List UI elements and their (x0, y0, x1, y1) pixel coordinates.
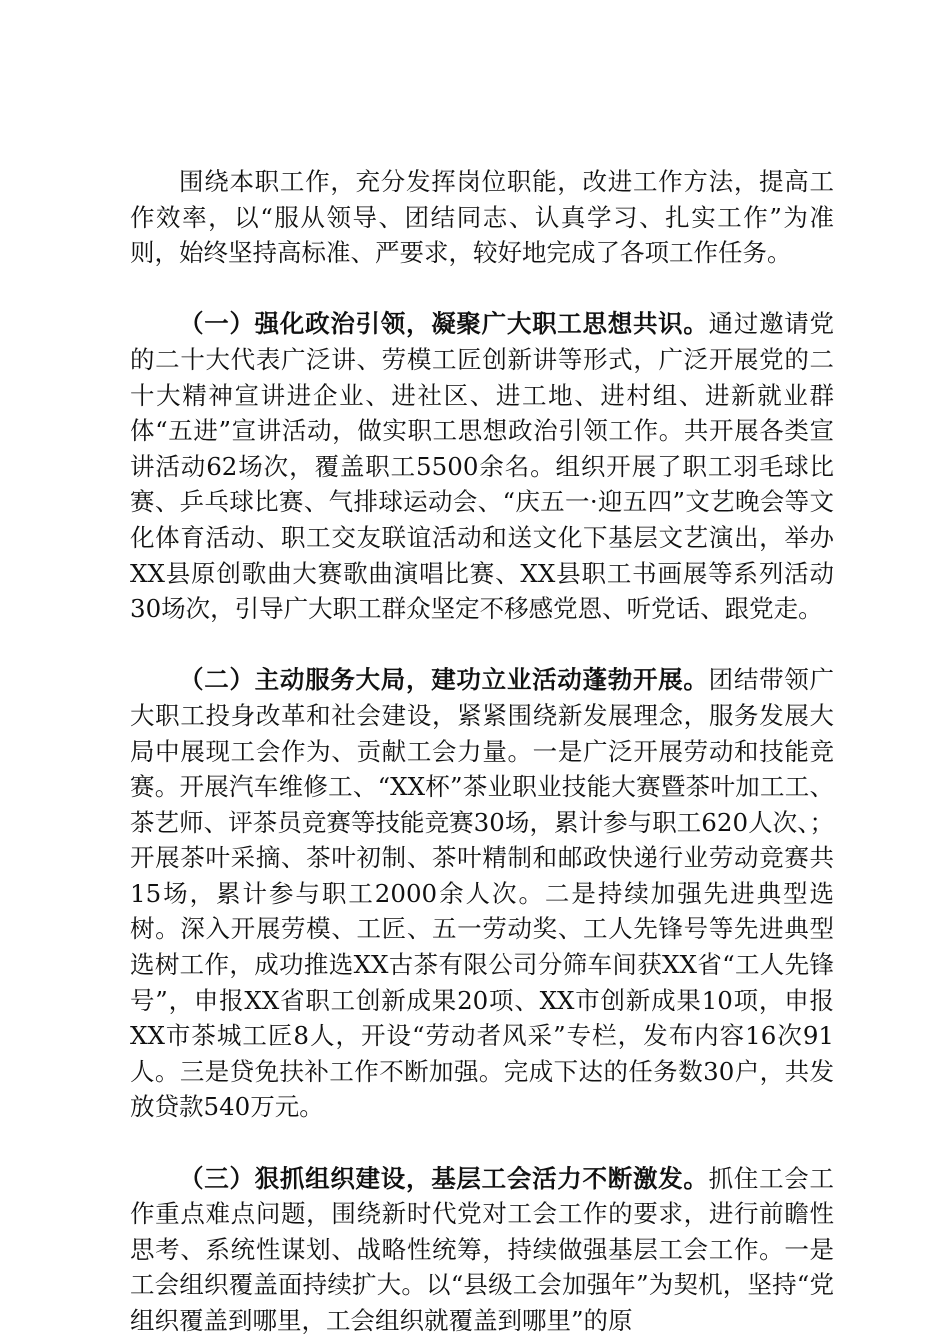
paragraph-gap (130, 627, 834, 663)
section-2-body: 团结带领广大职工投身改革和社会建设，紧紧围绕新发展理念，服务发展大局中展现工会作为、贡献工会力量。一是广泛开展劳动和技能竞赛。开展汽车维修工、“XX杯”茶业职业技能大赛暨茶叶加工工、茶艺师、评茶员竞赛等技能竞赛30场，累计参与职工620人次、；开展茶叶采摘、茶叶初制、茶叶精制和邮政快递行业劳动竞赛共15场，累计参与职工2000余人次。二是持续加强先进典型选树。深入开展劳模、工匠、五一劳动奖、工人先锋号等先进典型选树工作，成功推选XX古茶有限公司分筛车间获XX省“工人先锋号”，申报XX省职工创新成果20项、XX市创新成果10项，申报XX市茶城工匠8人，开设“劳动者风采”专栏，发布内容16次91人。三是贷免扶补工作不断加强。完成下达的任务数30户，共发放贷款540万元。 (130, 665, 835, 1122)
section-1-body: 通过邀请党的二十大代表广泛讲、劳模工匠创新讲等形式，广泛开展党的二十大精神宣讲进企业、进社区、进工地、进村组、进新就业群体“五进”宣讲活动，做实职工思想政治引领工作。共开展各类宣讲活动62场次，覆盖职工5500余名。组织开展了职工羽毛球比赛、乒乓球比赛、气排球运动会、“庆五一·迎五四”文艺晚会等文化体育活动、职工交友联谊活动和送文化下基层文艺演出，举办XX县原创歌曲大赛歌曲演唱比赛、XX县职工书画展等系列活动30场次，引导广大职工群众坚定不移感党恩、听党话、跟党走。 (130, 309, 835, 624)
section-3-body: 抓住工会工作重点难点问题，围绕新时代党对工会工作的要求，进行前瞻性思考、系统性谋划、战略性统筹，持续做强基层工会工作。一是工会组织覆盖面持续扩大。以“县级工会加强年”为契机，坚持“党组织覆盖到哪里，工会组织就覆盖到哪里”的原 (130, 1163, 835, 1335)
intro-paragraph: 围绕本职工作，充分发挥岗位职能，改进工作方法，提高工作效率，以“服从领导、团结同志、认真学习、扎实工作”为准则，始终坚持高标准、严要求，较好地完成了各项工作任务。 (130, 167, 834, 268)
section-1-heading: （一）强化政治引领，凝聚广大职工思想共识。 (179, 309, 709, 339)
section-1-paragraph (130, 306, 834, 626)
paragraph-gap (130, 271, 834, 307)
section-3-paragraph (130, 1161, 834, 1339)
section-2-paragraph (130, 662, 834, 1125)
section-2-heading: （二）主动服务大局，建功立业活动蓬勃开展。 (179, 665, 709, 695)
section-3-heading: （三）狠抓组织建设，基层工会活力不断激发。 (179, 1163, 709, 1193)
document-page (130, 164, 834, 1339)
paragraph-gap (130, 1125, 834, 1161)
